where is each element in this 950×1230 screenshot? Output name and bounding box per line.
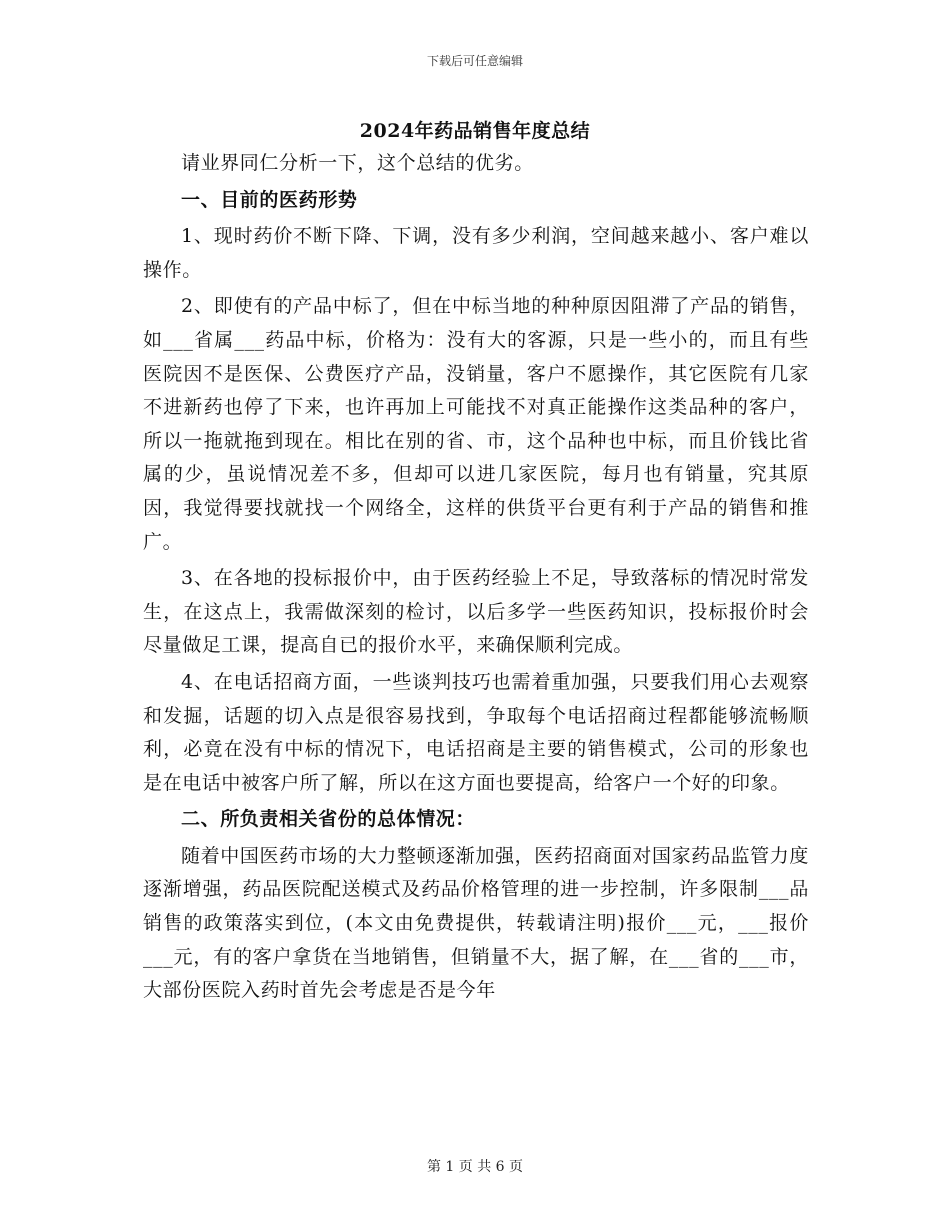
section-2-paragraph-1: 随着中国医药市场的大力整顿逐渐加强，医药招商面对国家药品监管力度逐渐增强，药品医院配送模式及药品价格管理的进一步控制，许多限制___品销售的政策落实到位，(本文由免费提供，转载请注明)报价___元，___报价___元，有的客户拿货在当地销售，但销量不大，据了解，在___省的___市，大部份医院入药时首先会考虑是否是今年 bbox=[143, 844, 809, 1002]
section-1-paragraph-2: 2、即使有的产品中标了，但在中标当地的种种原因阻滞了产品的销售，如___省属___药品中标，价格为：没有大的客源，只是一些小的，而且有些医院因不是医保、公费医疗产品，没销量，客户不愿操作，其它医院有几家不进新药也停了下来，也许再加上可能找不对真正能操作这类品种的客户，所以一拖就拖到现在。相比在别的省、市，这个品种也中标，而且价钱比省属的少，虽说情况差不多，但却可以进几家医院，每月也有销量，究其原因，我觉得要找就找一个网络全，这样的供货平台更有利于产品的销售和推广。 bbox=[143, 295, 809, 553]
page-header-note: 下载后可任意编辑 bbox=[426, 54, 523, 68]
page-number: 第 1 页 共 6 页 bbox=[426, 1159, 524, 1175]
intro-paragraph: 请业界同仁分析一下，这个总结的优劣。 bbox=[181, 152, 534, 174]
document-body bbox=[143, 147, 809, 1011]
section-1-paragraph-4: 4、在电话招商方面，一些谈判技巧也需着重加强，只要我们用心去观察和发掘，话题的切入点是很容易找到，争取每个电话招商过程都能够流畅顺利，必竟在没有中标的情况下，电话招商是主要的销售模式，公司的形象也是在电话中被客户所了解，所以在这方面也要提高，给客户一个好的印象。 bbox=[143, 670, 809, 794]
section-2-heading: 二、所负责相关省份的总体情况： bbox=[181, 808, 476, 831]
section-1-heading: 一、目前的医药形势 bbox=[181, 188, 358, 211]
section-1-paragraph-3: 3、在各地的投标报价中，由于医药经验上不足，导致落标的情况时常发生，在这点上，我需做深刻的检讨，以后多学一些医药知识，投标报价时会尽量做足工课，提高自已的报价水平，来确保顺利完成。 bbox=[143, 567, 809, 657]
document-title: 2024年药品销售年度总结 bbox=[359, 120, 591, 142]
section-1-paragraph-1: 1、现时药价不断下降、下调，没有多少利润，空间越来越小、客户难以操作。 bbox=[143, 225, 809, 281]
